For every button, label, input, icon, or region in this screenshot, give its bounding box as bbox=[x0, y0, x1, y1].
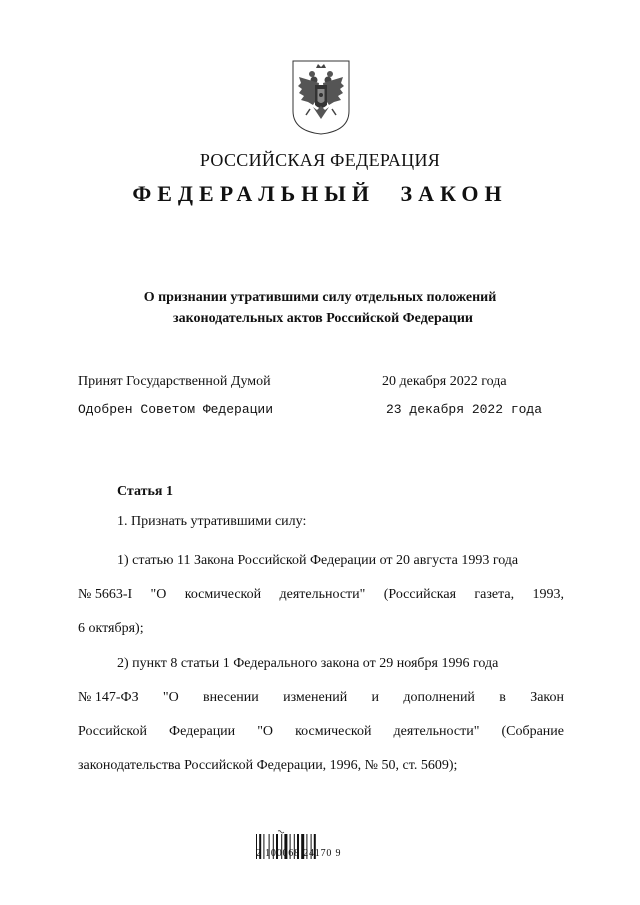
law-title-line-2: законодательных актов Российской Федерации bbox=[173, 311, 473, 326]
word: "О bbox=[257, 724, 274, 739]
list-item-1-line-1: 1) статью 11 Закона Российской Федерации от 20 августа 1993 года bbox=[117, 553, 519, 568]
word: № 147-ФЗ bbox=[78, 690, 139, 705]
word: Российской bbox=[78, 724, 147, 739]
law-title bbox=[0, 287, 640, 329]
word: деятельности" bbox=[393, 724, 480, 739]
list-item-1-line-2 bbox=[78, 578, 564, 612]
word: "О bbox=[162, 690, 179, 705]
country-name: РОССИЙСКАЯ ФЕДЕРАЦИЯ bbox=[199, 150, 441, 170]
list-item-1-line-3: 6 октября); bbox=[78, 621, 144, 636]
law-title-line-1: О признании утратившими силу отдельных положений bbox=[143, 290, 497, 305]
word: и bbox=[371, 690, 380, 705]
barcode-number: 2 100068 24170 9 bbox=[256, 848, 342, 859]
word: деятельности" bbox=[279, 587, 366, 602]
list-item-1 bbox=[78, 544, 564, 646]
word: внесении bbox=[203, 690, 259, 705]
word: Федерации bbox=[169, 724, 236, 739]
council-date: 23 декабря 2022 года bbox=[386, 402, 543, 417]
word: дополнений bbox=[403, 690, 475, 705]
barcode-icon bbox=[254, 818, 320, 872]
list-item-2-line-3 bbox=[78, 715, 564, 749]
word: № 5663-I bbox=[78, 587, 133, 602]
word: космической bbox=[184, 587, 262, 602]
word: в bbox=[499, 690, 506, 705]
word: изменений bbox=[283, 690, 348, 705]
paragraph-intro: 1. Признать утратившими силу: bbox=[117, 514, 307, 529]
list-item-2 bbox=[78, 647, 564, 783]
list-item-2-line-2 bbox=[78, 681, 564, 715]
word: (Собрание bbox=[501, 724, 564, 739]
word: газета, bbox=[474, 587, 515, 602]
duma-label: Принят Государственной Думой bbox=[78, 374, 271, 389]
duma-date: 20 декабря 2022 года bbox=[382, 374, 507, 389]
word: (Российская bbox=[383, 587, 457, 602]
word: 1993, bbox=[532, 587, 564, 602]
list-item-2-line-1: 2) пункт 8 статьи 1 Федерального закона от 29 ноября 1996 года bbox=[117, 656, 499, 671]
article-heading: Статья 1 bbox=[117, 484, 173, 499]
council-label: Одобрен Советом Федерации bbox=[78, 402, 274, 417]
article-paragraph bbox=[78, 505, 564, 539]
word: Закон bbox=[530, 690, 564, 705]
document-type: ФЕДЕРАЛЬНЫЙ ЗАКОН bbox=[132, 181, 508, 206]
word: "О bbox=[150, 587, 167, 602]
list-item-2-line-4: законодательства Российской Федерации, 1996, № 50, ст. 5609); bbox=[78, 758, 458, 773]
coat-of-arms-icon bbox=[291, 59, 351, 135]
word: космической bbox=[295, 724, 372, 739]
